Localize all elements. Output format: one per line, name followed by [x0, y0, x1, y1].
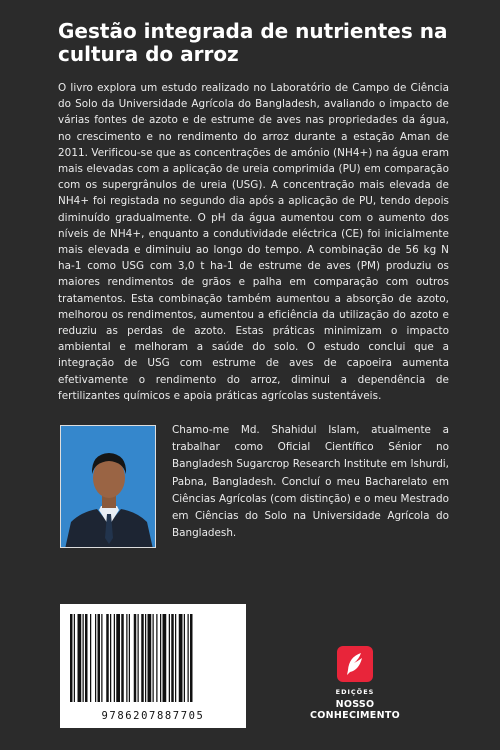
author-photo: [60, 425, 156, 548]
isbn-barcode: [60, 604, 246, 728]
book-abstract: O livro explora um estudo realizado no Laboratório de Campo de Ciência do Solo da Universidade Agrícola do Bangladesh, avaliando o impacto de várias fontes de azoto e de estrume de aves nas propriedades da água, no crescimento e no rendimento do arroz durante a estação Aman de 2011. Verificou-se que as concentrações de amónio (NH4+) na água eram mais elevadas com a aplicação de ureia comprimida (PU) em comparação com os supergrânulos de ureia (USG). A concentração mais elevada de NH4+ foi registada no segundo dia após a aplicação de PU, tendo depois diminuído gradualmente. O pH da água aumentou com o aumento dos níveis de NH4+, enquanto a condutividade eléctrica (CE) foi inicialmente mais elevada e diminuiu ao longo do tempo. A combinação de 56 kg N ha-1 como USG com 3,0 t ha-1 de estrume de aves (PM) produziu os maiores rendimentos de grãos e palha em comparação com outros tratamentos. Esta combinação também aumentou a absorção de azoto, melhorou os rendimentos, aumentou a eficiência da utilização do azoto e reduziu as perdas de azoto. Estas práticas minimizam o impacto ambiental e melhoram a saúde do solo. O estudo conclui que a integração de USG com estrume de aves de capoeira aumenta efetivamente o rendimento do arroz, diminui a dependência de fertilizantes químicos e apoia práticas agrícolas sustentáveis.: [58, 82, 449, 402]
isbn-number: 9786207887705: [101, 710, 205, 722]
book-title: Gestão integrada de nutrientes na cultura do arroz: [58, 19, 448, 66]
author-bio: Chamo-me Md. Shahidul Islam, atualmente a trabalhar como Oficial Científico Sénior no Bangladesh Sugarcrop Research Institute em Ishurdi, Pabna, Bangladesh. Concluí o meu Bacharelato em Ciências Agrícolas (com distinção) e o meu Mestrado em Ciências do Solo na Universidade Agrícola do Bangladesh.: [172, 424, 449, 540]
barcode-bars: [60, 604, 246, 704]
publisher-name: NOSSO CONHECIMENTO: [310, 699, 400, 721]
publisher-block: [290, 646, 420, 721]
publisher-logo: [337, 646, 373, 682]
author-portrait-icon: [61, 426, 156, 548]
quill-icon: [337, 646, 373, 682]
publisher-label: EDIÇÕES: [335, 688, 375, 696]
